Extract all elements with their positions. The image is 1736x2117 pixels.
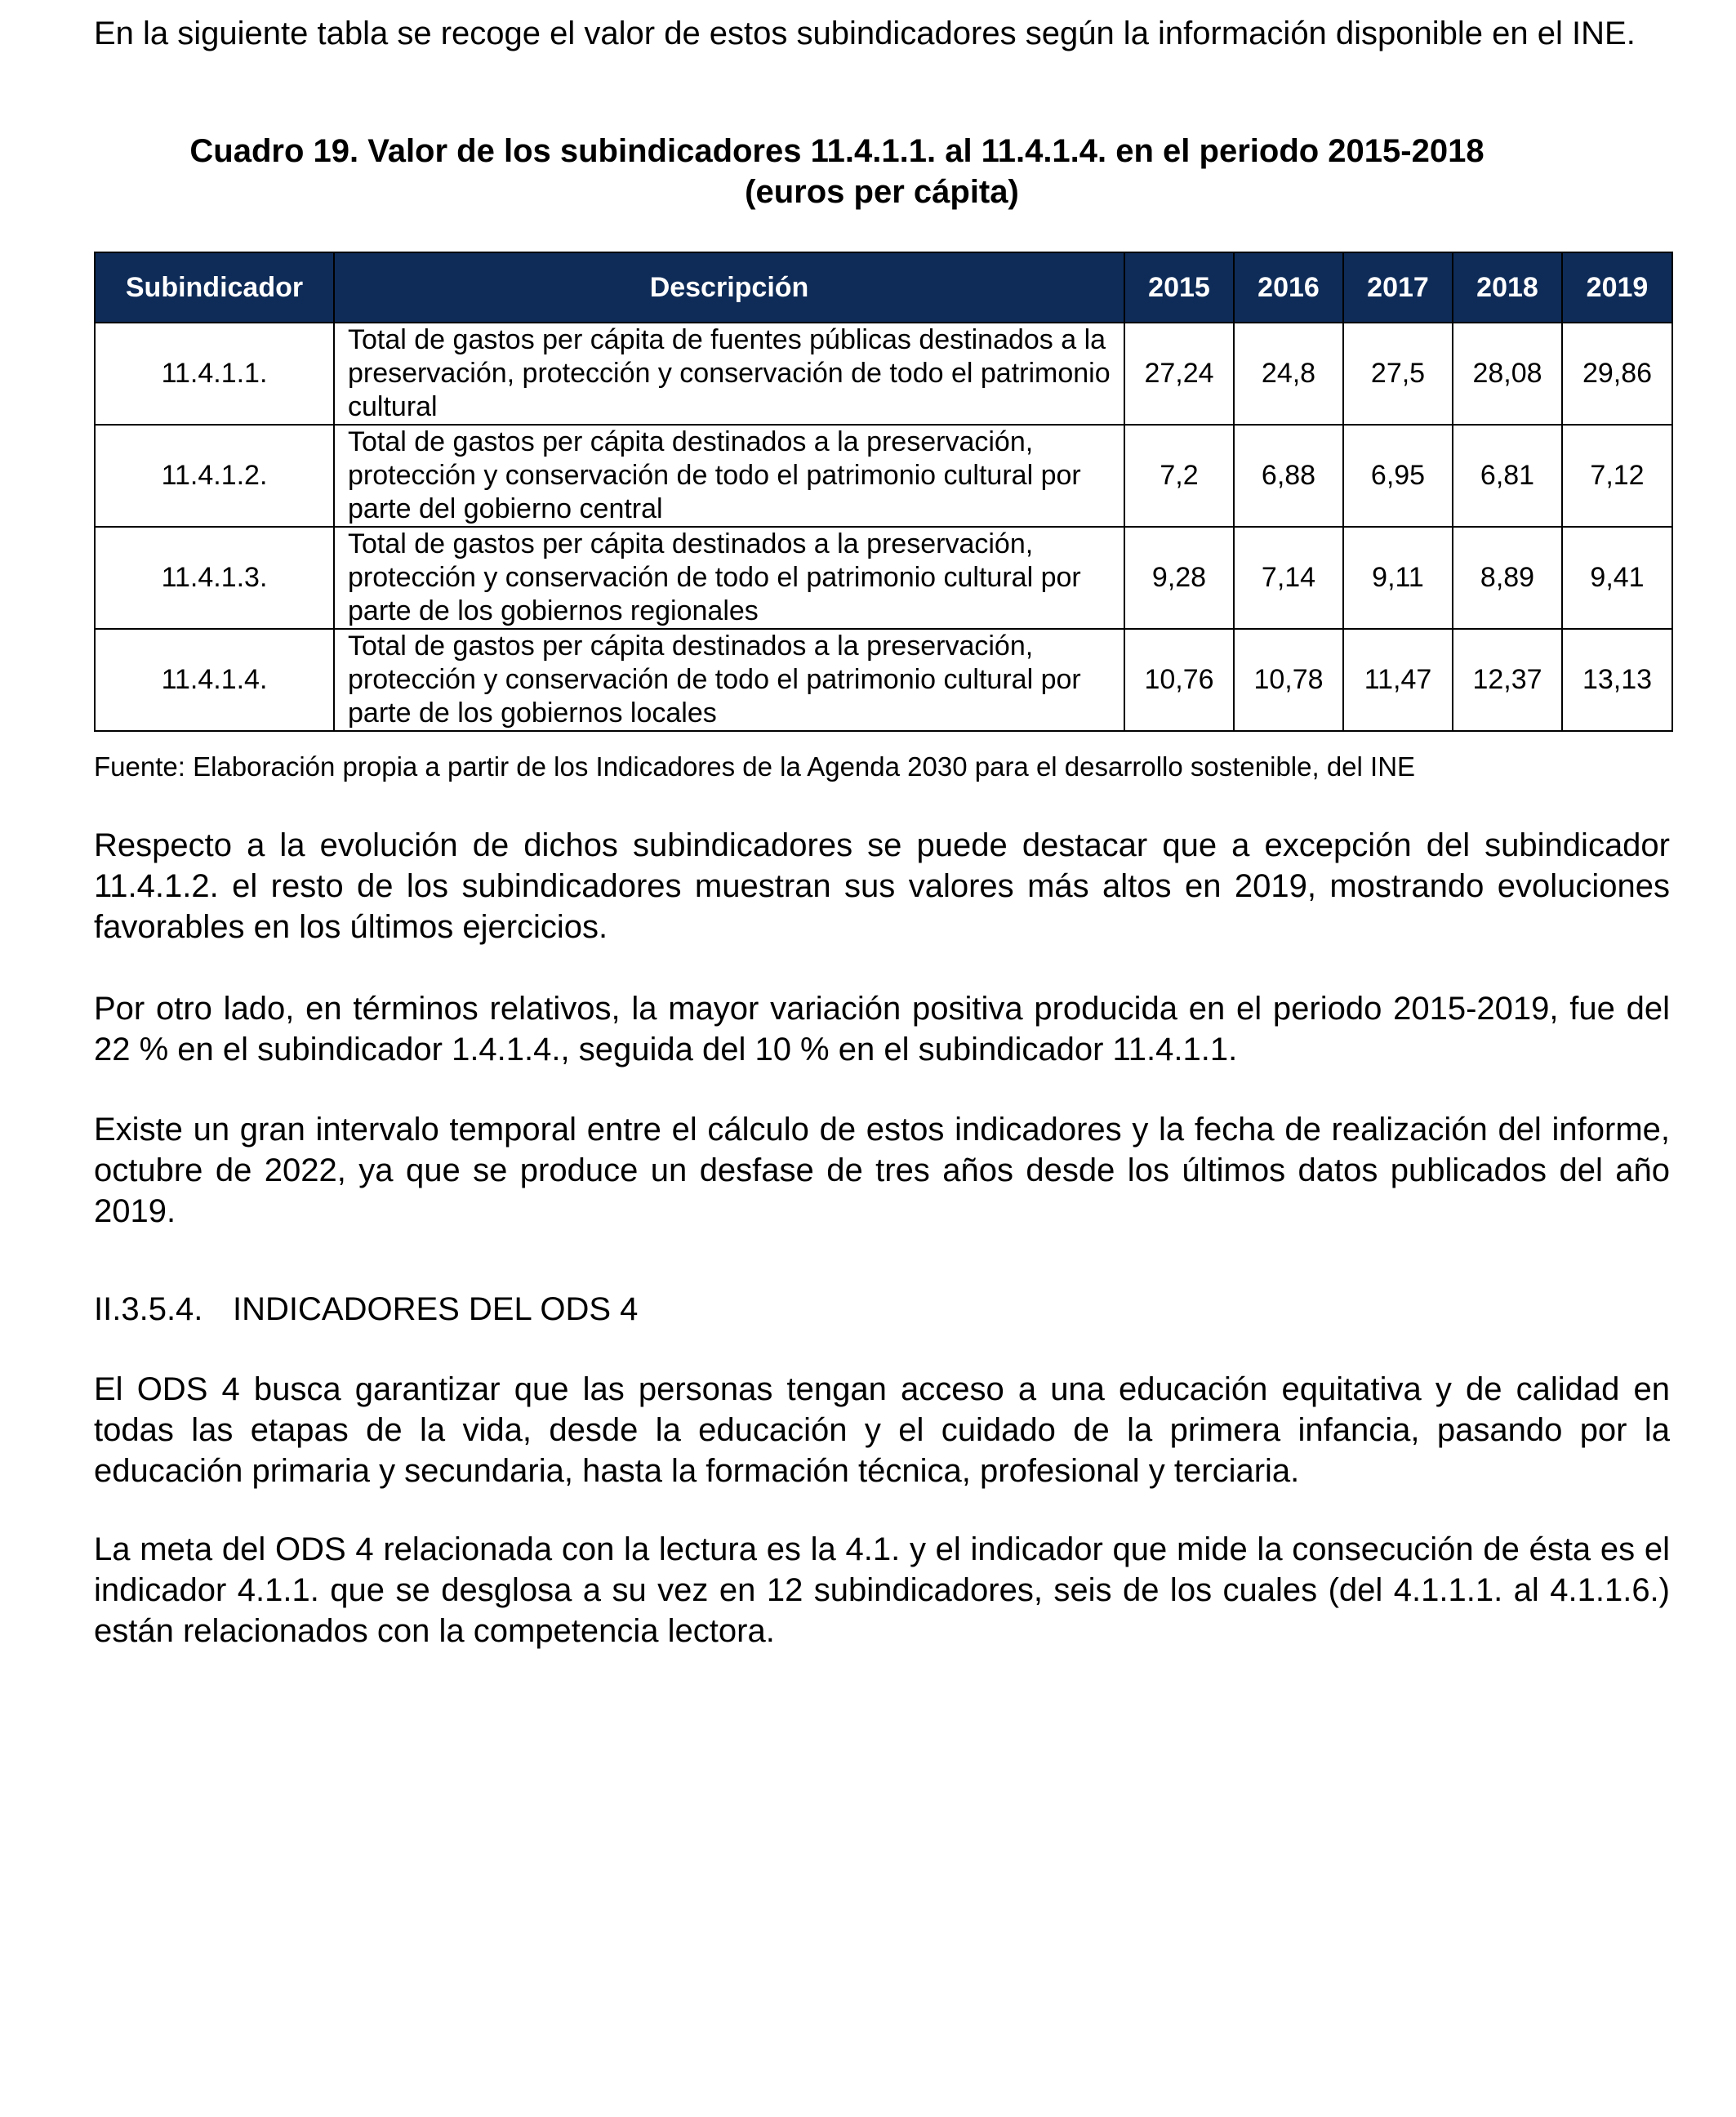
table-row bbox=[95, 425, 1672, 527]
row-code: 11.4.1.1. bbox=[95, 323, 334, 425]
table-header-row bbox=[95, 252, 1672, 323]
row-value-2015: 10,76 bbox=[1124, 629, 1234, 731]
row-value-2016: 7,14 bbox=[1234, 527, 1343, 629]
table-row bbox=[95, 527, 1672, 629]
row-description: Total de gastos per cápita destinados a la preservación, protección y conservación de todo el patrimonio cultural por parte del gobierno central bbox=[334, 425, 1124, 527]
row-value-2018: 12,37 bbox=[1453, 629, 1562, 731]
header-year-2018: 2018 bbox=[1453, 252, 1562, 323]
header-year-2015: 2015 bbox=[1124, 252, 1234, 323]
row-value-2016: 10,78 bbox=[1234, 629, 1343, 731]
row-code: 11.4.1.2. bbox=[95, 425, 334, 527]
row-value-2015: 27,24 bbox=[1124, 323, 1234, 425]
row-value-2016: 6,88 bbox=[1234, 425, 1343, 527]
header-subindicador: Subindicador bbox=[95, 252, 334, 323]
row-value-2015: 7,2 bbox=[1124, 425, 1234, 527]
paragraph-time-gap: Existe un gran intervalo temporal entre el cálculo de estos indicadores y la fecha de realización del informe, octubre de 2022, ya que se produce un desfase de tres años desde los últimos datos publicados del año 2019. bbox=[94, 1112, 1670, 1229]
row-value-2018: 28,08 bbox=[1453, 323, 1562, 425]
row-value-2017: 11,47 bbox=[1343, 629, 1453, 731]
table-source-note: Fuente: Elaboración propia a partir de los Indicadores de la Agenda 2030 para el desarrollo sostenible, del INE bbox=[94, 751, 1416, 782]
subindicator-table bbox=[94, 252, 1673, 732]
table-row bbox=[95, 323, 1672, 425]
paragraph-relative-variation: Por otro lado, en términos relativos, la mayor variación positiva producida en el periodo 2015-2019, fue del 22 % en el subindicador 1.4.1.4., seguida del 10 % en el subindicador 11.4.1.1. bbox=[94, 991, 1670, 1067]
row-code: 11.4.1.3. bbox=[95, 527, 334, 629]
section-heading-title: INDICADORES DEL ODS 4 bbox=[233, 1291, 639, 1327]
row-description: Total de gastos per cápita de fuentes públicas destinados a la preservación, protección y conservación de todo el patrimonio cultural bbox=[334, 323, 1124, 425]
section-heading bbox=[94, 1289, 638, 1330]
header-year-2019: 2019 bbox=[1562, 252, 1672, 323]
row-value-2016: 24,8 bbox=[1234, 323, 1343, 425]
table-row bbox=[95, 629, 1672, 731]
row-value-2017: 9,11 bbox=[1343, 527, 1453, 629]
row-value-2015: 9,28 bbox=[1124, 527, 1234, 629]
row-value-2017: 27,5 bbox=[1343, 323, 1453, 425]
row-value-2019: 9,41 bbox=[1562, 527, 1672, 629]
section-heading-number: II.3.5.4. bbox=[94, 1291, 203, 1327]
table-caption-title: Cuadro 19. Valor de los subindicadores 11.4.1.1. al 11.4.1.4. en el periodo 2015-2018 bbox=[189, 133, 1485, 169]
row-value-2019: 7,12 bbox=[1562, 425, 1672, 527]
row-code: 11.4.1.4. bbox=[95, 629, 334, 731]
table-caption bbox=[94, 131, 1670, 212]
header-year-2017: 2017 bbox=[1343, 252, 1453, 323]
table-caption-unit: (euros per cápita) bbox=[745, 174, 1019, 210]
header-descripcion: Descripción bbox=[334, 252, 1124, 323]
intro-paragraph: En la siguiente tabla se recoge el valor de estos subindicadores según la información disponible en el INE. bbox=[94, 16, 1636, 51]
row-value-2018: 8,89 bbox=[1453, 527, 1562, 629]
paragraph-ods4-reading-goal: La meta del ODS 4 relacionada con la lectura es la 4.1. y el indicador que mide la consecución de ésta es el indicador 4.1.1. que se desglosa a su vez en 12 subindicadores, seis de los cuales (del 4.1.1.1. al 4.1.1.6.) están relacionados con la competencia lectora. bbox=[94, 1531, 1670, 1649]
row-description: Total de gastos per cápita destinados a la preservación, protección y conservación de todo el patrimonio cultural por parte de los gobiernos locales bbox=[334, 629, 1124, 731]
row-value-2018: 6,81 bbox=[1453, 425, 1562, 527]
row-value-2017: 6,95 bbox=[1343, 425, 1453, 527]
paragraph-evolution: Respecto a la evolución de dichos subindicadores se puede destacar que a excepción del subindicador 11.4.1.2. el resto de los subindicadores muestran sus valores más altos en 2019, mostrando evoluciones favorables en los últimos ejercicios. bbox=[94, 827, 1670, 945]
row-value-2019: 29,86 bbox=[1562, 323, 1672, 425]
header-year-2016: 2016 bbox=[1234, 252, 1343, 323]
row-value-2019: 13,13 bbox=[1562, 629, 1672, 731]
row-description: Total de gastos per cápita destinados a la preservación, protección y conservación de todo el patrimonio cultural por parte de los gobiernos regionales bbox=[334, 527, 1124, 629]
paragraph-ods4-description: El ODS 4 busca garantizar que las personas tengan acceso a una educación equitativa y de calidad en todas las etapas de la vida, desde la educación y el cuidado de la primera infancia, pasando por la educación primaria y secundaria, hasta la formación técnica, profesional y terciaria. bbox=[94, 1371, 1670, 1489]
